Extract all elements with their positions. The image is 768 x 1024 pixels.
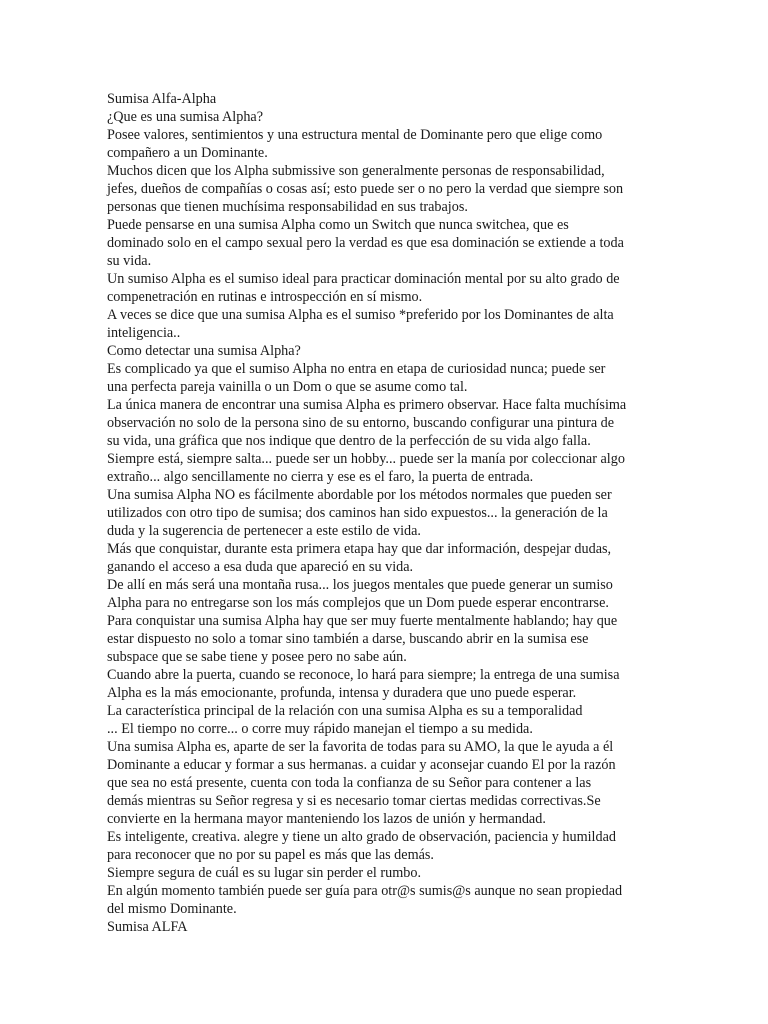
text-line: ¿Que es una sumisa Alpha? <box>107 109 264 125</box>
text-line: Muchos dicen que los Alpha submissive son generalmente personas de responsabilidad, <box>107 163 605 179</box>
text-line: Posee valores, sentimientos y una estructura mental de Dominante pero que elige como <box>107 127 603 143</box>
document-body <box>107 90 667 936</box>
text-line: ganando el acceso a esa duda que apareció en su vida. <box>107 559 414 575</box>
text-line: Una sumisa Alpha es, aparte de ser la favorita de todas para su AMO, la que le ayuda a él <box>107 739 614 755</box>
text-line: ... El tiempo no corre... o corre muy rápido manejan el tiempo a su medida. <box>107 721 533 737</box>
text-line: inteligencia.. <box>107 325 181 341</box>
text-line: La única manera de encontrar una sumisa Alpha es primero observar. Hace falta muchísima <box>107 397 627 413</box>
text-line: Puede pensarse en una sumisa Alpha como un Switch que nunca switchea, que es <box>107 217 569 233</box>
text-line: En algún momento también puede ser guía para otr@s sumis@s aunque no sean propiedad <box>107 883 623 899</box>
text-line: demás mientras su Señor regresa y si es necesario tomar ciertas medidas correctivas.Se <box>107 793 601 809</box>
text-line: Como detectar una sumisa Alpha? <box>107 343 301 359</box>
text-line: duda y la sugerencia de pertenecer a este estilo de vida. <box>107 523 421 539</box>
text-line: Una sumisa Alpha NO es fácilmente abordable por los métodos normales que pueden ser <box>107 487 612 503</box>
text-line: extraño... algo sencillamente no cierra y ese es el faro, la puerta de entrada. <box>107 469 534 485</box>
text-line: Es complicado ya que el sumiso Alpha no entra en etapa de curiosidad nunca; puede ser <box>107 361 606 377</box>
text-line: A veces se dice que una sumisa Alpha es el sumiso *preferido por los Dominantes de alta <box>107 307 614 323</box>
text-line: Sumisa ALFA <box>107 919 188 935</box>
text-line: utilizados con otro tipo de sumisa; dos caminos han sido expuestos... la generación de la <box>107 505 608 521</box>
text-line: Es inteligente, creativa. alegre y tiene un alto grado de observación, paciencia y humildad <box>107 829 616 845</box>
text-line: personas que tienen muchísima responsabilidad en sus trabajos. <box>107 199 468 215</box>
text-line: para reconocer que no por su papel es más que las demás. <box>107 847 434 863</box>
text-line: Cuando abre la puerta, cuando se reconoce, lo hará para siempre; la entrega de una sumisa <box>107 667 620 683</box>
text-line: convierte en la hermana mayor manteniendo los lazos de unión y hermandad. <box>107 811 546 827</box>
text-line: su vida. <box>107 253 152 269</box>
document-title: Sumisa Alfa-Alpha <box>107 91 217 107</box>
text-line: del mismo Dominante. <box>107 901 237 917</box>
text-line: Alpha para no entregarse son los más complejos que un Dom puede esperar encontrarse. <box>107 595 609 611</box>
text-line: Más que conquistar, durante esta primera etapa hay que dar información, despejar dudas, <box>107 541 612 557</box>
text-line: De allí en más será una montaña rusa... los juegos mentales que puede generar un sumiso <box>107 577 613 593</box>
text-line: La característica principal de la relación con una sumisa Alpha es su a temporalidad <box>107 703 583 719</box>
text-line: Siempre segura de cuál es su lugar sin perder el rumbo. <box>107 865 421 881</box>
text-line: jefes, dueños de compañías o cosas así; esto puede ser o no pero la verdad que siempre son <box>107 181 624 197</box>
text-line: estar dispuesto no solo a tomar sino también a darse, buscando abrir en la sumisa ese <box>107 631 589 647</box>
text-line: que sea no está presente, cuenta con toda la confianza de su Señor para contener a las <box>107 775 592 791</box>
text-line: Alpha es la más emocionante, profunda, intensa y duradera que uno puede esperar. <box>107 685 577 701</box>
text-line: compañero a un Dominante. <box>107 145 268 161</box>
text-line: subspace que se sabe tiene y posee pero no sabe aún. <box>107 649 407 665</box>
text-line: Dominante a educar y formar a sus hermanas. a cuidar y aconsejar cuando El por la razón <box>107 757 616 773</box>
text-line: dominado solo en el campo sexual pero la verdad es que esa dominación se extiende a toda <box>107 235 624 251</box>
text-line: compenetración en rutinas e introspección en sí mismo. <box>107 289 423 305</box>
text-line: Para conquistar una sumisa Alpha hay que ser muy fuerte mentalmente hablando; hay que <box>107 613 618 629</box>
text-line: una perfecta pareja vainilla o un Dom o que se asume como tal. <box>107 379 468 395</box>
text-line: Un sumiso Alpha es el sumiso ideal para practicar dominación mental por su alto grado de <box>107 271 620 287</box>
text-line: Siempre está, siempre salta... puede ser un hobby... puede ser la manía por coleccionar algo <box>107 451 625 467</box>
text-line: observación no solo de la persona sino de su entorno, buscando configurar una pintura de <box>107 415 615 431</box>
text-line: su vida, una gráfica que nos indique que dentro de la perfección de su vida algo falla. <box>107 433 591 449</box>
